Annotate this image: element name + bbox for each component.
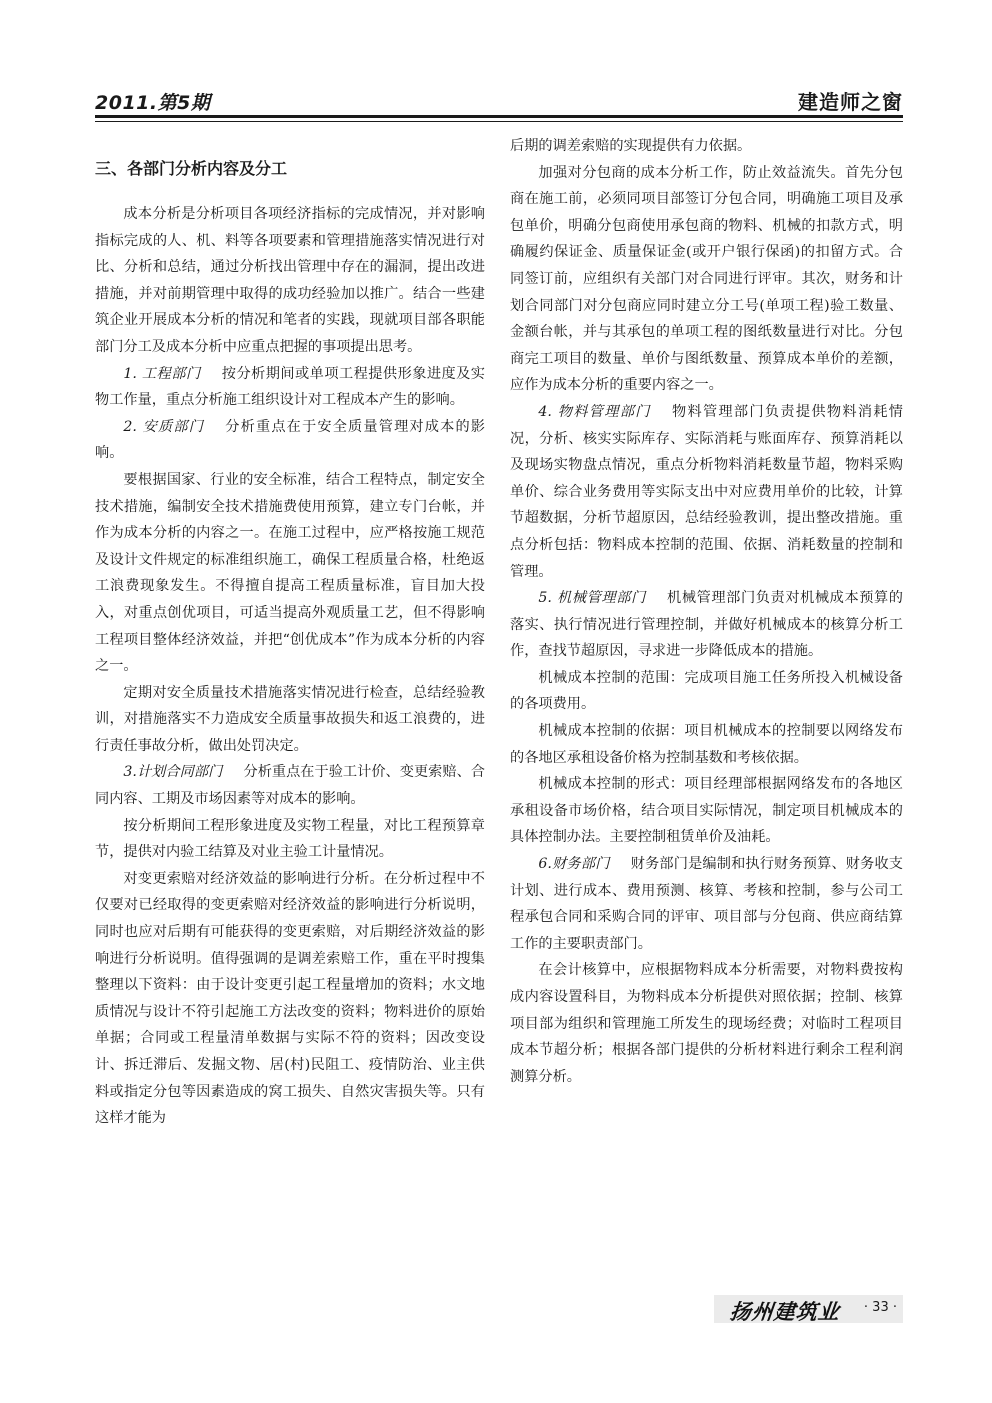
paragraph — [95, 414, 485, 467]
paragraph-text: 按分析期间工程形象进度及实物工程量，对比工程预算章节，提供对内验工结算及对业主验工计量情况。 — [95, 817, 485, 861]
header-rule — [95, 115, 903, 118]
paragraph — [510, 665, 903, 718]
paragraph-lead: 6.财务部门 — [538, 856, 610, 873]
paragraph-text: 机械管理部门负责对机械成本预算的落实、执行情况进行管理控制，并做好机械成本的核算分析工作，查找节超原因，寻求进一步降低成本的措施。 — [510, 590, 903, 660]
left-paragraphs — [95, 201, 485, 1132]
paragraph — [95, 866, 485, 1132]
paragraph-text: 机械成本控制的范围：完成项目施工任务所投入机械设备的各项费用。 — [510, 669, 903, 713]
paragraph-text: 后期的调差索赔的实现提供有力依据。 — [510, 138, 752, 154]
paragraph-text: 成本分析是分析项目各项经济指标的完成情况，并对影响指标完成的人、机、料等各项要素和管理措施落实情况进行对比、分析和总结，通过分析找出管理中存在的漏洞，提出改进措施，并对前期管理中取得的成功经验加以推广。结合一些建筑企业开展成本分析的情况和笔者的实践，现就项目部各职能部门分工及成本分析中应重点把握的事项提出思考。 — [95, 206, 485, 355]
magazine-logo: 扬州建筑业 — [728, 1299, 842, 1324]
column-title: 建造师之窗 — [798, 90, 903, 114]
paragraph — [510, 133, 903, 160]
paragraph-text: 财务部门是编制和执行财务预算、财务收支计划、进行成本、费用预测、核算、考核和控制，参与公司工程承包合同和采购合同的评审、项目部与分包商、供应商结算工作的主要职责部门。 — [510, 856, 903, 952]
paragraph — [510, 160, 903, 399]
section-heading: 三、各部门分析内容及分工 — [95, 159, 288, 178]
paragraph — [95, 680, 485, 760]
paragraph-text: 物料管理部门负责提供物料消耗情况，分析、核实实际库存、实际消耗与账面库存、预算消耗以及现场实物盘点情况，重点分析物料消耗数量节超，物料采购单价、综合业务费用等实际支出中对应费用单价的比较，计算节超数据，分析节超原因，总结经验教训，提出整改措施。重点分析包括：物料成本控制的范围、依据、消耗数量的控制和管理。 — [510, 403, 903, 580]
paragraph-lead: 1. 工程部门 — [123, 365, 201, 382]
right-column — [510, 133, 903, 1090]
paragraph-lead: 4. 物料管理部门 — [538, 403, 651, 420]
paragraph — [510, 957, 903, 1090]
paragraph-lead: 3.计划合同部门 — [123, 764, 223, 781]
paragraph — [510, 399, 903, 585]
right-paragraphs — [510, 133, 903, 1090]
paragraph — [510, 851, 903, 957]
paragraph-text: 定期对安全质量技术措施落实情况进行检查，总结经验教训，对措施落实不力造成安全质量事故损失和返工浪费的，进行责任事故分析，做出处罚决定。 — [95, 684, 485, 754]
paragraph-lead: 2. 安质部门 — [123, 418, 204, 435]
left-column — [95, 133, 485, 1132]
paragraph — [95, 467, 485, 680]
paragraph-text: 分析重点在于安全质量管理对成本的影响。 — [95, 418, 485, 462]
paragraph-text: 对变更索赔对经济效益的影响进行分析。在分析过程中不仅要对已经取得的变更索赔对经济效益的影响进行分析说明，同时也应对后期有可能获得的变更索赔，对后期经济效益的影响进行分析说明。值得强调的是调差索赔工作，重在平时搜集整理以下资料：由于设计变更引起工程量增加的资料；水文地质情况与设计不符引起施工方法改变的资料；物料进价的原始单据；合同或工程量清单数据与实际不符的资料；因改变设计、拆迁滞后、发掘文物、居(村)民阻工、疫情防治、业主供料或指定分包等因素造成的窝工损失、自然灾害损失等。只有这样才能为 — [95, 870, 485, 1127]
footer-bar — [714, 1295, 903, 1323]
paragraph-text: 机械成本控制的形式：项目经理部根据网络发布的各地区承租设备市场价格，结合项目实际情况，制定项目机械成本的具体控制办法。主要控制租赁单价及油耗。 — [510, 776, 903, 846]
paragraph-text: 机械成本控制的依据：项目机械成本的控制要以网络发布的各地区承租设备价格为控制基数和考核依据。 — [510, 723, 903, 766]
paragraph-lead: 5. 机械管理部门 — [538, 590, 646, 607]
paragraph — [510, 771, 903, 851]
paragraph — [95, 759, 485, 812]
paragraph-text: 加强对分包商的成本分析工作，防止效益流失。首先分包商在施工前，必须同项目部签订分包合同，明确施工项目及承包单价，明确分包商使用承包商的物料、机械的扣款方式，明确履约保证金、质量保证金(或开户银行保函)的扣留方式。合同签订前，应组织有关部门对合同进行评审。其次，财务和计划合同部门对分包商应同时建立分工号(单项工程)验工数量、金额台帐，并与其承包的单项工程的图纸数量进行对比。分包商完工项目的数量、单价与图纸数量、预算成本单价的差额，应作为成本分析的重要内容之一。 — [510, 164, 903, 394]
paragraph — [95, 201, 485, 361]
paragraph — [95, 813, 485, 866]
header-rule-thin — [95, 121, 903, 122]
paragraph — [95, 361, 485, 414]
paragraph-text: 分析重点在于验工计价、变更索赔、合同内容、工期及市场因素等对成本的影响。 — [95, 764, 485, 808]
page-number: · 33 · — [863, 1300, 897, 1315]
paragraph — [510, 718, 903, 771]
paragraph-text: 在会计核算中，应根据物料成本分析需要，对物料费按构成内容设置科目，为物料成本分析提供对照依据；控制、核算项目部为组织和管理施工所发生的现场经费；对临时工程项目成本节超分析；根据各部门提供的分析材料进行剩余工程利润测算分析。 — [510, 962, 903, 1085]
paragraph-text: 按分析期间或单项工程提供形象进度及实物工作量，重点分析施工组织设计对工程成本产生的影响。 — [95, 365, 485, 409]
issue-label: 2011.第5期 — [95, 92, 211, 114]
paragraph-text: 要根据国家、行业的安全标准，结合工程特点，制定安全技术措施，编制安全技术措施费使用预算，建立专门台帐，并作为成本分析的内容之一。在施工过程中，应严格按施工规范及设计文件规定的标准组织施工，确保工程质量合格，杜绝返工浪费现象发生。不得擅自提高工程质量标准，盲目加大投入，对重点创优项目，可适当提高外观质量工艺，但不得影响工程项目整体经济效益，并把“创优成本”作为成本分析的内容之一。 — [95, 471, 485, 675]
paragraph — [510, 585, 903, 665]
